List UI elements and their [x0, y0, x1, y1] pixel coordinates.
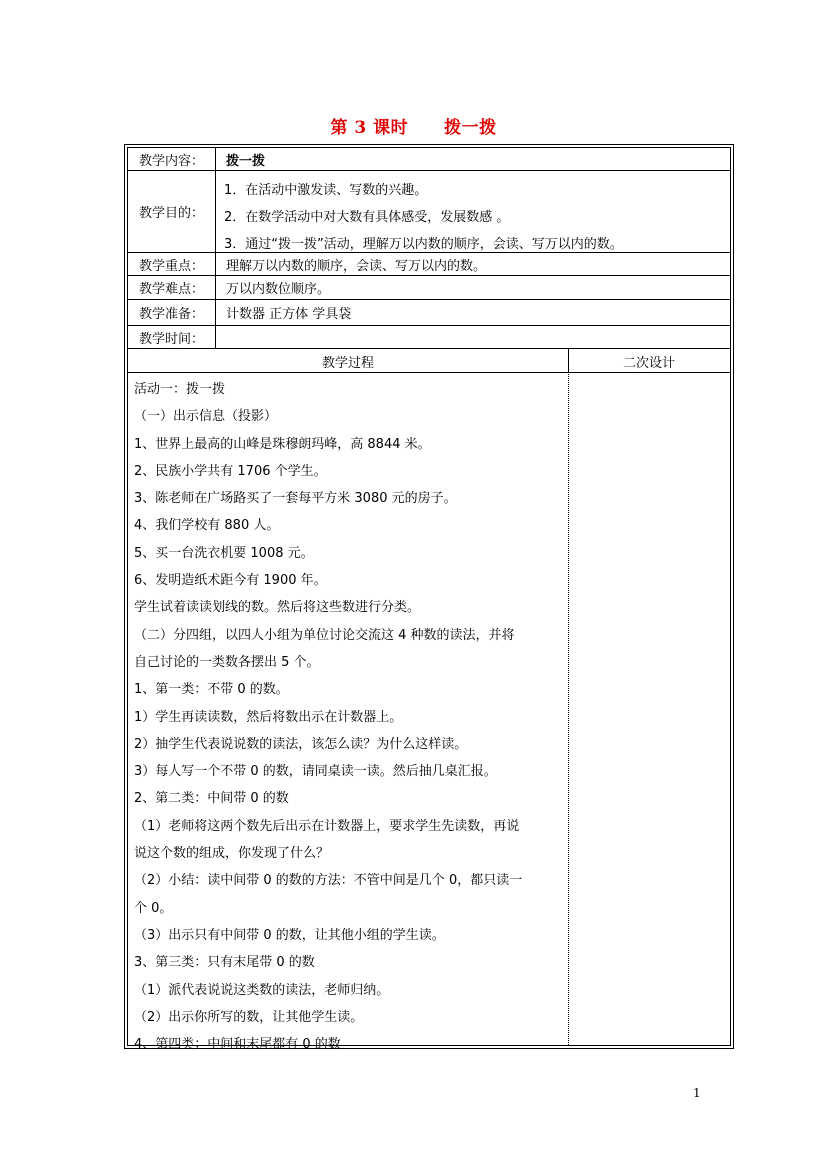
process-content: [134, 376, 564, 1058]
content-label: 教学内容：: [128, 148, 216, 170]
process-line: 3、陈老师在广场路买了一套每平方米 3080 元的房子。: [134, 491, 457, 507]
process-line: （2）出示你所写的数，让其他学生读。: [134, 1009, 364, 1025]
process-line: （3）出示只有中间带 0 的数，让其他小组的学生读。: [134, 927, 445, 943]
column-header-row: [128, 349, 730, 373]
column-divider-dotted: [568, 372, 569, 1045]
goal-item: 3．通过“拨一拨”活动，理解万以内数的顺序，会读、写万以内的数。: [224, 237, 623, 252]
design-column-header: 二次设计: [622, 356, 675, 371]
row-difficulty: [128, 276, 730, 300]
row-time: [128, 326, 730, 349]
prep-value: 计数器 正方体 学具袋: [226, 307, 352, 322]
process-line: 个 0。: [134, 900, 173, 916]
goals-label: 教学目的：: [128, 171, 216, 252]
row-preparation: [128, 300, 730, 326]
lesson-plan-table: [124, 144, 734, 1053]
process-line: 说这个数的组成，你发现了什么？: [134, 846, 330, 862]
process-line: 2、第二类：中间带 0 的数: [134, 791, 289, 807]
prep-label: 教学准备：: [128, 300, 216, 325]
process-line: 1、世界上最高的山峰是珠穆朗玛峰，高 8844 米。: [134, 436, 431, 452]
difficulty-value: 万以内数位顺序。: [226, 282, 331, 297]
process-line: 1、第一类：不带 0 的数。: [134, 682, 289, 698]
process-line: （1）派代表说说这类数的读法，老师归纳。: [134, 982, 390, 998]
process-line: 2、民族小学共有 1706 个学生。: [134, 463, 327, 479]
process-line: 3、第三类：只有末尾带 0 的数: [134, 955, 315, 971]
process-line: 4、我们学校有 880 人。: [134, 518, 280, 534]
process-line: 3）每人写一个不带 0 的数，请同桌读一读。然后抽几桌汇报。: [134, 764, 497, 780]
process-line: 6、发明造纸术距今有 1900 年。: [134, 573, 327, 589]
process-line: （2）小结：读中间带 0 的数的方法：不管中间是几个 0，都只读一: [134, 873, 523, 889]
process-line: 2）抽学生代表说说数的读法，该怎么读？为什么这样读。: [134, 736, 468, 752]
page-title: [0, 113, 827, 138]
time-label: 教学时间：: [128, 326, 216, 348]
key-label: 教学重点：: [128, 253, 216, 275]
goal-item: 2．在数学活动中对大数有具体感受，发展数感 。: [224, 210, 510, 225]
content-value: 拨一拨: [226, 153, 266, 169]
process-line: （一）出示信息（投影）: [134, 409, 278, 425]
difficulty-label: 教学难点：: [128, 276, 216, 299]
process-line: （二）分四组，以四人小组为单位讨论交流这 4 种数的读法，并将: [134, 627, 515, 643]
process-line: 5、买一台洗衣机要 1008 元。: [134, 545, 314, 561]
key-value: 理解万以内数的顺序，会读、写万以内的数。: [226, 258, 487, 274]
process-line: 活动一：拨一拨: [134, 382, 226, 397]
row-goals: [128, 171, 730, 253]
process-line: 1）学生再读读数，然后将数出示在计数器上。: [134, 709, 403, 725]
process-column-header: 教学过程: [321, 356, 374, 371]
lesson-name: 拨一拨: [444, 118, 497, 138]
column-divider: [568, 349, 569, 372]
process-line: 4、第四类：中间和末尾都有 0 的数: [134, 1037, 341, 1053]
time-value: [226, 326, 730, 348]
page-number: 1: [693, 1086, 701, 1100]
lesson-number: 第 3 课时: [330, 118, 409, 138]
row-key-points: [128, 253, 730, 276]
row-content: [128, 148, 730, 171]
process-line: （1）老师将这两个数先后出示在计数器上，要求学生先读数，再说: [134, 818, 520, 834]
goals-list: [224, 177, 724, 258]
goal-item: 1．在活动中激发读、写数的兴趣。: [224, 183, 428, 198]
process-line: 自己讨论的一类数各摆出 5 个。: [134, 654, 320, 670]
process-line: 学生试着读读划线的数。然后将这些数进行分类。: [134, 600, 421, 616]
